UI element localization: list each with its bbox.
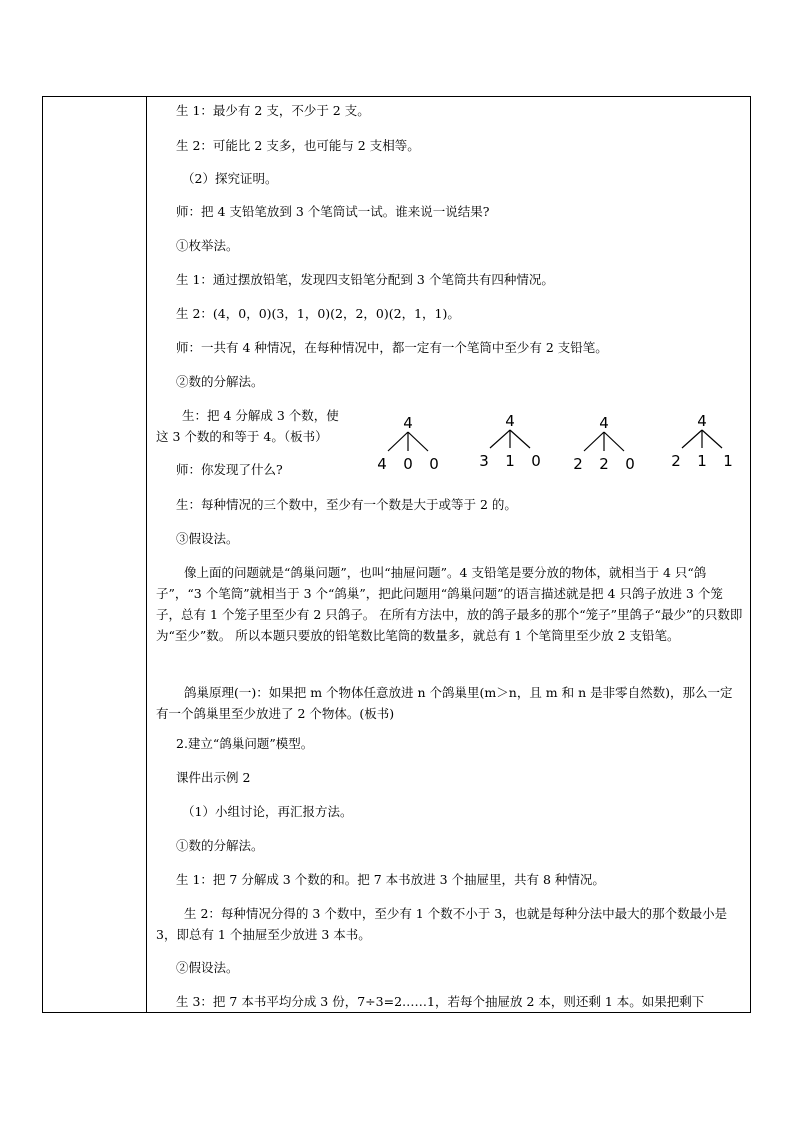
line-2: 生 2：可能比 2 支多，也可能与 2 支相等。 bbox=[176, 138, 420, 153]
tree-2-top: 4 bbox=[505, 412, 515, 430]
lesson-table bbox=[42, 96, 751, 1013]
tree-2-leaf-3: 0 bbox=[531, 452, 541, 470]
line-4: 师：把 4 支铅笔放到 3 个笔筒试一试。谁来说一说结果? bbox=[176, 204, 490, 219]
tree-1-top: 4 bbox=[403, 414, 413, 432]
tree-3-leaf-2: 2 bbox=[599, 455, 609, 473]
line-11: 师：你发现了什么? bbox=[176, 462, 283, 477]
line-15: 课件出示例 2 bbox=[176, 770, 251, 785]
tree-4-leaf-1: 2 bbox=[671, 452, 681, 470]
tree-4-leaf-3: 1 bbox=[723, 452, 733, 470]
line-14: 2.建立“鸽巢问题”模型。 bbox=[176, 736, 314, 751]
content-cell bbox=[148, 97, 750, 1012]
line-16: （1）小组讨论，再汇报方法。 bbox=[182, 804, 353, 819]
tree-2-leaf-2: 1 bbox=[505, 452, 515, 470]
tree-3-leaf-3: 0 bbox=[625, 455, 635, 473]
line-5: ①枚举法。 bbox=[176, 238, 239, 253]
tree-1-leaf-3: 0 bbox=[429, 455, 439, 473]
tree-2-leaf-1: 3 bbox=[479, 452, 489, 470]
line-10a: 生：把 4 分解成 3 个数，使 bbox=[182, 408, 339, 423]
tree-4-leaf-2: 1 bbox=[697, 452, 707, 470]
paragraph-pigeonhole-intro: 像上面的问题就是“鸽巢问题”，也叫“抽屉问题”。4 支铅笔是要分放的物体，就相当于 4 只“鸽子”，“3 个笔筒”就相当于 3 个“鸽巢”，把此问题用“鸽巢问题”的语言描述就是把 4 只鸽子放进 3 个笼子，总有 1 个笼子里至少有 2 只鸽子。 在所有方法中，放的鸽子最多的那个“笼子”里鸽子“最少”的只数即为“至少”数。 所以本题只要放的铅笔数比笔筒的数量多，就总有 1 个笔筒里至少放 2 支铅笔。 bbox=[156, 565, 743, 643]
line-10b: 这 3 个数的和等于 4。（板书） bbox=[156, 429, 328, 444]
tree-3-top: 4 bbox=[599, 414, 609, 432]
line-6: 生 1：通过摆放铅笔，发现四支铅笔分配到 3 个笔筒共有四种情况。 bbox=[176, 272, 554, 287]
tree-1-leaf-1: 4 bbox=[377, 455, 387, 473]
tree-1-leaf-2: 0 bbox=[403, 455, 413, 473]
paragraph-pigeonhole-principle: 鸽巢原理(一)：如果把 m 个物体任意放进 n 个鸽巢里(m＞n，且 m 和 n 是非零自然数)，那么一定有一个鸽巢里至少放进了 2 个物体。(板书) bbox=[156, 685, 733, 721]
line-9: ②数的分解法。 bbox=[176, 374, 264, 389]
tree-3-leaf-1: 2 bbox=[573, 455, 583, 473]
line-12: 生：每种情况的三个数中，至少有一个数是大于或等于 2 的。 bbox=[176, 497, 517, 512]
left-column-cell bbox=[43, 97, 147, 1012]
line-13: ③假设法。 bbox=[176, 531, 239, 546]
line-18: 生 1：把 7 分解成 3 个数的和。把 7 本书放进 3 个抽屉里，共有 8 种情况。 bbox=[176, 872, 605, 887]
line-1: 生 1：最少有 2 支，不少于 2 支。 bbox=[176, 103, 370, 118]
line-3: （2）探究证明。 bbox=[182, 171, 278, 186]
line-17: ①数的分解法。 bbox=[176, 838, 264, 853]
paragraph-student-2: 生 2：每种情况分得的 3 个数中，至少有 1 个数不小于 3，也就是每种分法中最大的那个数最小是 3，即总有 1 个抽屉至少放进 3 本书。 bbox=[156, 906, 728, 942]
line-7: 生 2：(4，0，0)(3，1，0)(2，2，0)(2，1，1)。 bbox=[176, 306, 460, 321]
line-8: 师：一共有 4 种情况，在每种情况中，都一定有一个笔筒中至少有 2 支铅笔。 bbox=[176, 340, 608, 355]
tree-4-top: 4 bbox=[697, 412, 707, 430]
line-20: 生 3：把 7 本书平均分成 3 份，7÷3=2……1，若每个抽屉放 2 本，则还剩 1 本。如果把剩下 bbox=[176, 994, 705, 1009]
line-19: ②假设法。 bbox=[176, 960, 239, 975]
